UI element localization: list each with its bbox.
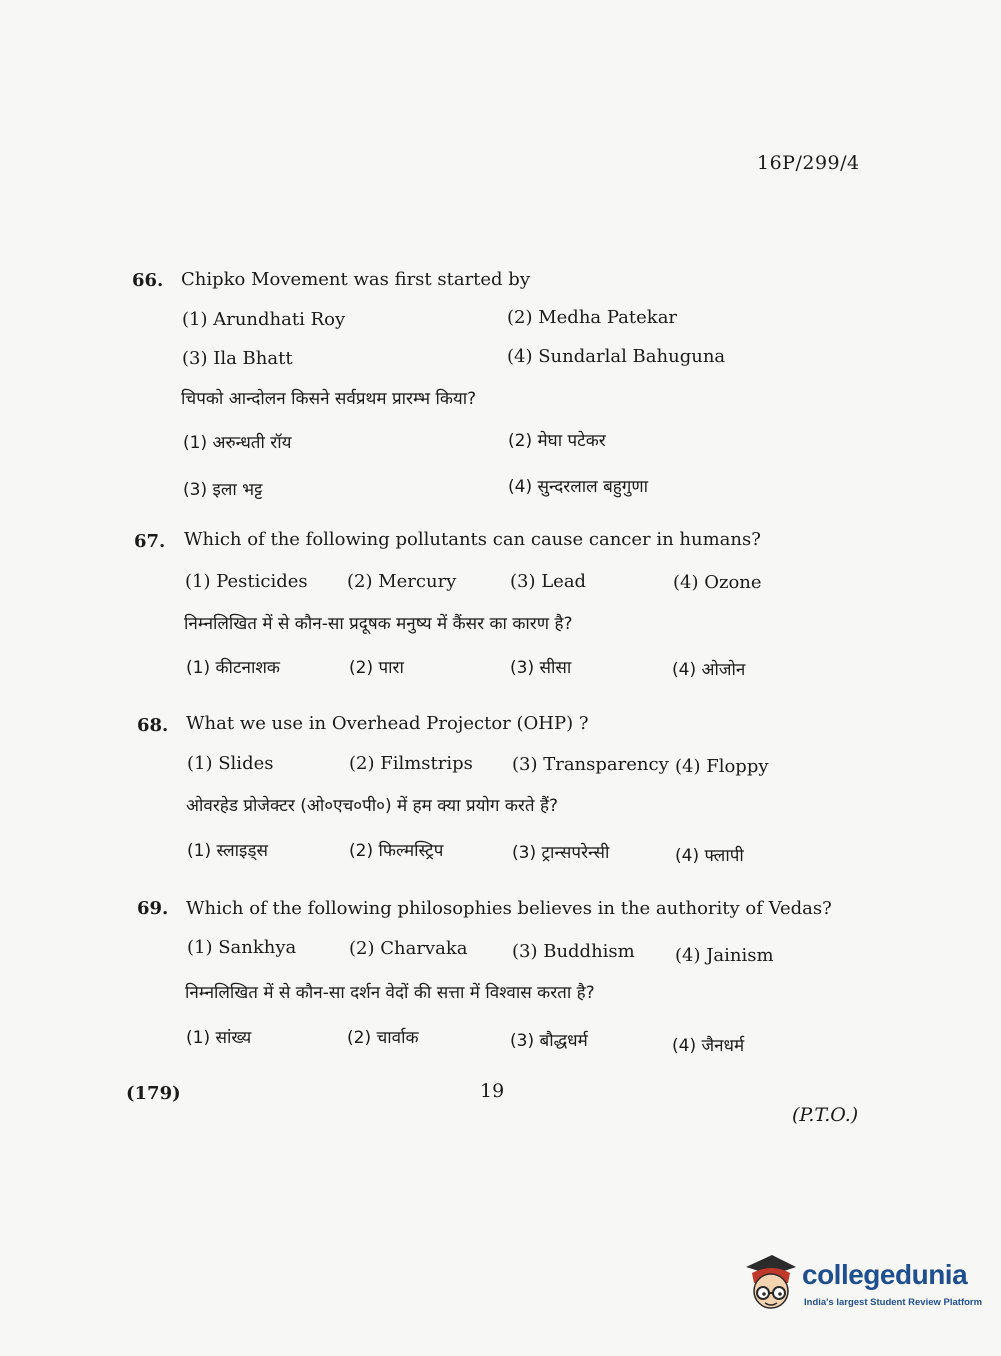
option-en-1: (1) Sankhya [187, 937, 297, 958]
option-hi-2: (2) पारा [349, 658, 404, 678]
option-hi-2: (2) फिल्मस्ट्रिप [349, 841, 444, 861]
question-text-en: Chipko Movement was first started by [181, 269, 530, 290]
mascot-icon [742, 1253, 800, 1315]
option-hi-1: (1) सांख्य [186, 1028, 252, 1048]
question-text-hi: निम्नलिखित में से कौन-सा दर्शन वेदों की सत्ता में विश्वास करता है? [185, 983, 595, 1003]
option-hi-3: (3) सीसा [510, 658, 572, 678]
option-en-1: (1) Pesticides [185, 571, 308, 592]
option-en-3: (3) Transparency [512, 754, 669, 775]
option-hi-3: (3) इला भट्ट [183, 480, 263, 500]
question-text-en: Which of the following pollutants can cause cancer in humans? [184, 529, 761, 550]
option-hi-4: (4) सुन्दरलाल बहुगुणा [508, 477, 649, 497]
question-text-hi: निम्नलिखित में से कौन-सा प्रदूषक मनुष्य में कैंसर का कारण है? [184, 614, 573, 634]
option-en-3: (3) Ila Bhatt [182, 348, 293, 369]
option-hi-4: (4) जैनधर्म [672, 1036, 745, 1056]
option-en-2: (2) Mercury [347, 571, 457, 592]
please-turn-over: (P.T.O.) [792, 1104, 859, 1126]
option-en-2: (2) Filmstrips [349, 753, 473, 774]
option-hi-2: (2) चार्वाक [347, 1028, 419, 1048]
option-en-4: (4) Sundarlal Bahuguna [507, 346, 726, 367]
paper-code: 16P/299/4 [757, 152, 860, 174]
question-number: 67. [134, 531, 166, 552]
option-hi-4: (4) ओजोन [672, 660, 746, 680]
option-en-2: (2) Medha Patekar [507, 307, 678, 328]
question-number: 68. [137, 715, 169, 736]
question-text-hi: ओवरहेड प्रोजेक्टर (ओ०एच०पी०) में हम क्या प्रयोग करते हैं? [186, 796, 559, 816]
question-number: 66. [132, 270, 164, 291]
question-text-en: Which of the following philosophies believes in the authority of Vedas? [186, 898, 832, 919]
option-en-4: (4) Floppy [675, 756, 769, 777]
option-hi-1: (1) अरुन्धती रॉय [183, 433, 292, 453]
option-en-1: (1) Arundhati Roy [182, 309, 346, 330]
option-hi-4: (4) फ्लापी [675, 846, 744, 866]
collegedunia-logo [742, 1253, 983, 1323]
option-en-3: (3) Lead [510, 571, 587, 592]
booklet-code: (179) [126, 1083, 181, 1104]
option-en-4: (4) Ozone [673, 572, 762, 593]
option-hi-3: (3) ट्रान्सपरेन्सी [512, 843, 610, 863]
option-hi-1: (1) कीटनाशक [186, 658, 280, 678]
option-en-3: (3) Buddhism [512, 941, 635, 962]
logo-name: collegedunia [802, 1259, 968, 1290]
option-en-1: (1) Slides [187, 753, 274, 774]
logo-tagline: India's largest Student Review Platform [804, 1297, 983, 1308]
option-hi-2: (2) मेघा पटेकर [508, 431, 606, 451]
question-number: 69. [137, 898, 169, 919]
page-number: 19 [480, 1080, 505, 1102]
question-text-en: What we use in Overhead Projector (OHP) ? [186, 713, 589, 734]
option-en-2: (2) Charvaka [349, 938, 468, 959]
option-hi-1: (1) स्लाइड्स [187, 841, 268, 861]
option-hi-3: (3) बौद्धधर्म [510, 1031, 588, 1051]
question-text-hi: चिपको आन्दोलन किसने सर्वप्रथम प्रारम्भ किया? [181, 389, 477, 409]
option-en-4: (4) Jainism [675, 945, 774, 966]
